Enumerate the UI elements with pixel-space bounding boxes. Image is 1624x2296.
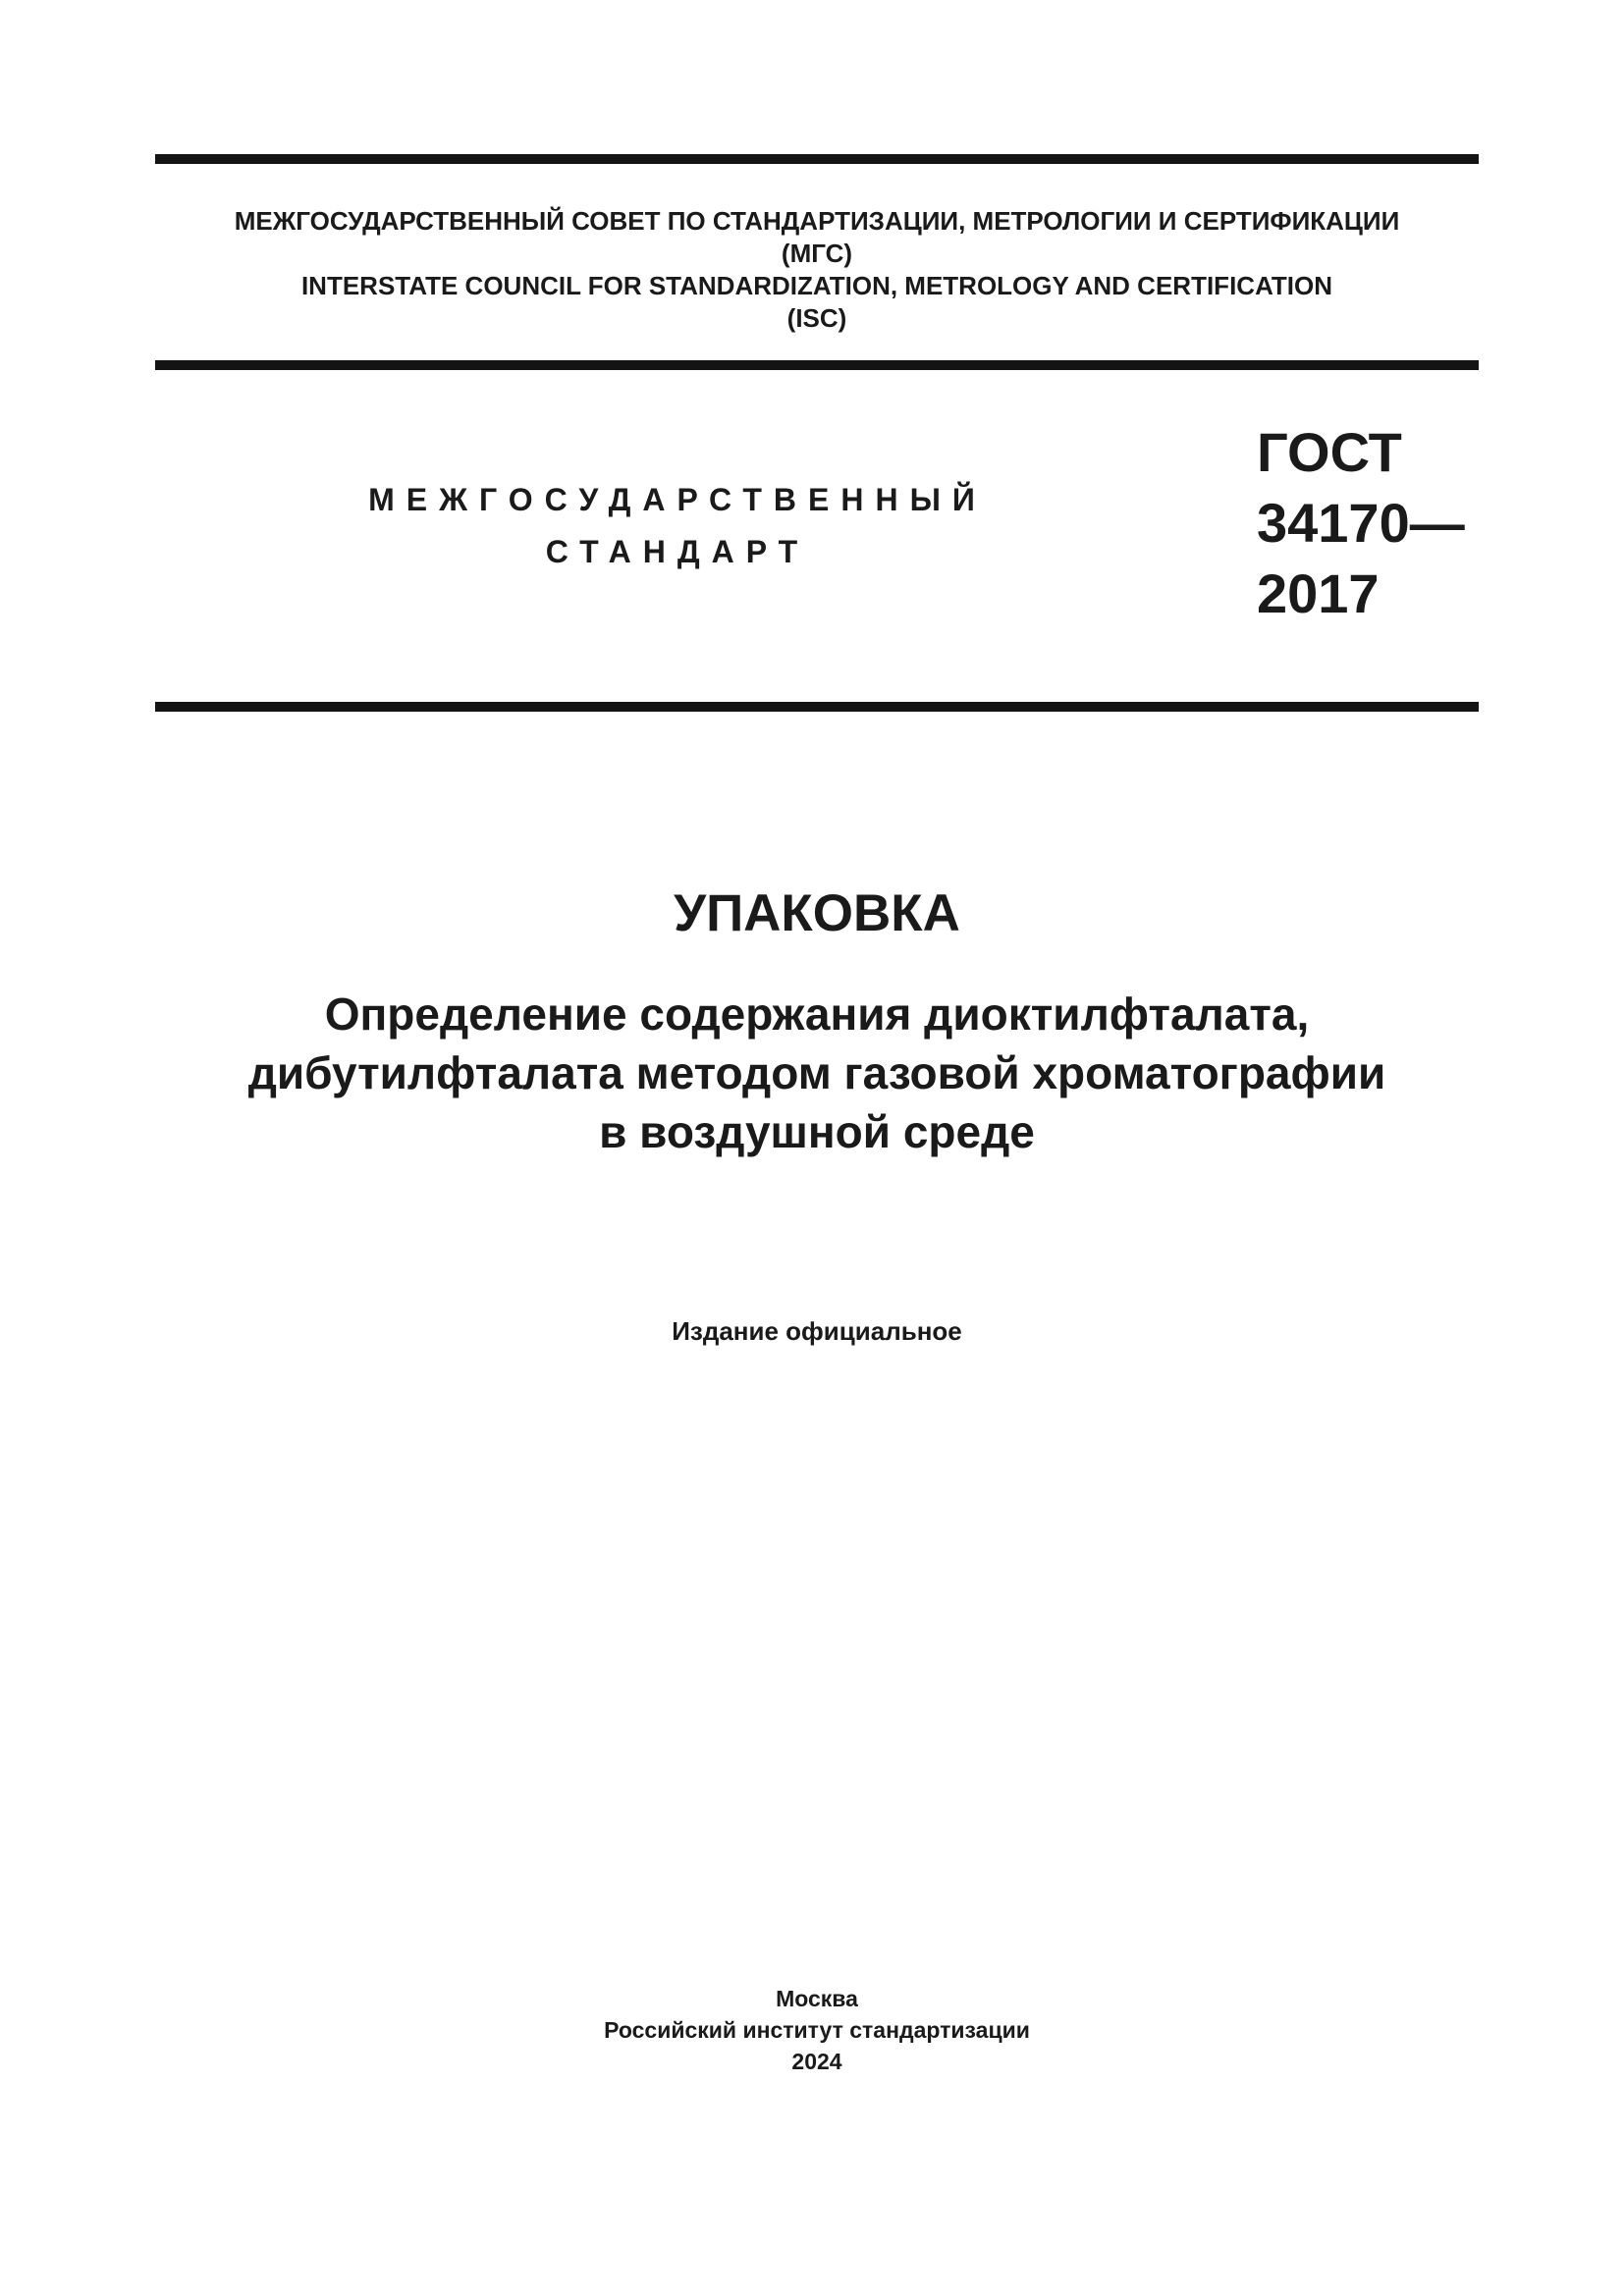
standard-designation (1257, 417, 1473, 629)
standard-type-line1: МЕЖГОСУДАРСТВЕННЫЙ (368, 482, 987, 517)
document-title: УПАКОВКА (674, 884, 960, 942)
subtitle-line2: дибутилфталата методом газовой хроматографии (247, 1047, 1386, 1098)
council-name-ru: МЕЖГОСУДАРСТВЕННЫЙ СОВЕТ ПО СТАНДАРТИЗАЦИИ, МЕТРОЛОГИИ И СЕРТИФИКАЦИИ (234, 206, 1400, 236)
designation-prefix: ГОСТ (1257, 421, 1402, 483)
publisher-city: Москва (776, 1986, 858, 2011)
designation-bottom-rule (155, 702, 1479, 712)
subtitle-line1: Определение содержания диоктилфталата, (324, 988, 1310, 1040)
designation-number: 34170— (1257, 492, 1465, 554)
edition-note: Издание официальное (672, 1316, 962, 1346)
top-rule (155, 154, 1479, 164)
publisher-block (155, 1983, 1479, 2077)
council-header (155, 205, 1479, 335)
publisher-institute: Российский институт стандартизации (604, 2017, 1030, 2043)
standard-type-line2: СТАНДАРТ (545, 534, 810, 569)
council-abbr-en: (ISC) (786, 303, 847, 333)
header-bottom-rule (155, 360, 1479, 370)
designation-year: 2017 (1257, 562, 1380, 624)
subtitle-line3: в воздушной среде (599, 1106, 1035, 1157)
standard-type (295, 474, 1060, 578)
publisher-year: 2024 (791, 2049, 842, 2074)
document-subtitle (155, 985, 1479, 1161)
council-abbr-ru: (МГС) (781, 239, 853, 268)
council-name-en: INTERSTATE COUNCIL FOR STANDARDIZATION, METROLOGY AND CERTIFICATION (300, 271, 1333, 300)
